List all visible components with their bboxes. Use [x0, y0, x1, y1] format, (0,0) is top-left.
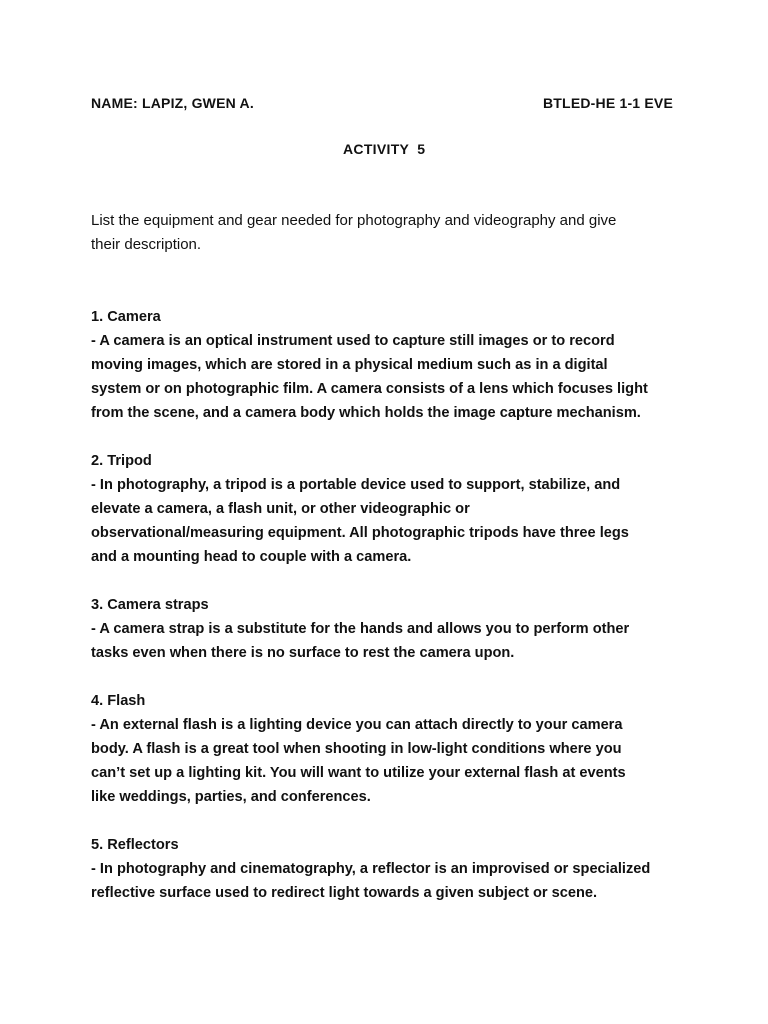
- header-row: [91, 95, 673, 115]
- list-item: [91, 689, 691, 809]
- item-title: 4. Flash: [91, 693, 146, 709]
- item-description: - In photography, a tripod is a portable device used to support, stabilize, and elevate a camera, a flash unit, or other videographic or observational/measuring equipment. All photographic tripods have three legs and a mounting head to couple with a camera.: [91, 477, 629, 565]
- activity-title: ACTIVITY 5: [343, 141, 426, 157]
- instructions-text: List the equipment and gear needed for photography and videography and give their description.: [91, 212, 617, 253]
- class-section: BTLED-HE 1-1 EVE: [543, 95, 673, 111]
- list-item: [91, 305, 691, 425]
- item-title: 5. Reflectors: [91, 837, 179, 853]
- list-item: [91, 833, 691, 905]
- list-item: [91, 593, 691, 665]
- item-title: 1. Camera: [91, 309, 161, 325]
- equipment-list: [91, 305, 691, 929]
- student-name: NAME: LAPIZ, GWEN A.: [91, 95, 254, 111]
- list-item: [91, 449, 691, 569]
- item-description: - A camera strap is a substitute for the hands and allows you to perform other tasks even when there is no surface to rest the camera upon.: [91, 621, 630, 661]
- instructions: [91, 209, 671, 257]
- item-description: - An external flash is a lighting device you can attach directly to your camera body. A flash is a great tool when shooting in low-light conditions where you can’t set up a lighting kit. You will want to utilize your external flash at events like weddings, parties, and conferences.: [91, 717, 626, 805]
- item-description: - A camera is an optical instrument used to capture still images or to record moving images, which are stored in a physical medium such as in a digital system or on photographic film. A camera consists of a lens which focuses light from the scene, and a camera body which holds the image capture mechanism.: [91, 333, 648, 421]
- item-title: 3. Camera straps: [91, 597, 209, 613]
- item-title: 2. Tripod: [91, 453, 152, 469]
- item-description: - In photography and cinematography, a reflector is an improvised or specialized reflective surface used to redirect light towards a given subject or scene.: [91, 861, 651, 901]
